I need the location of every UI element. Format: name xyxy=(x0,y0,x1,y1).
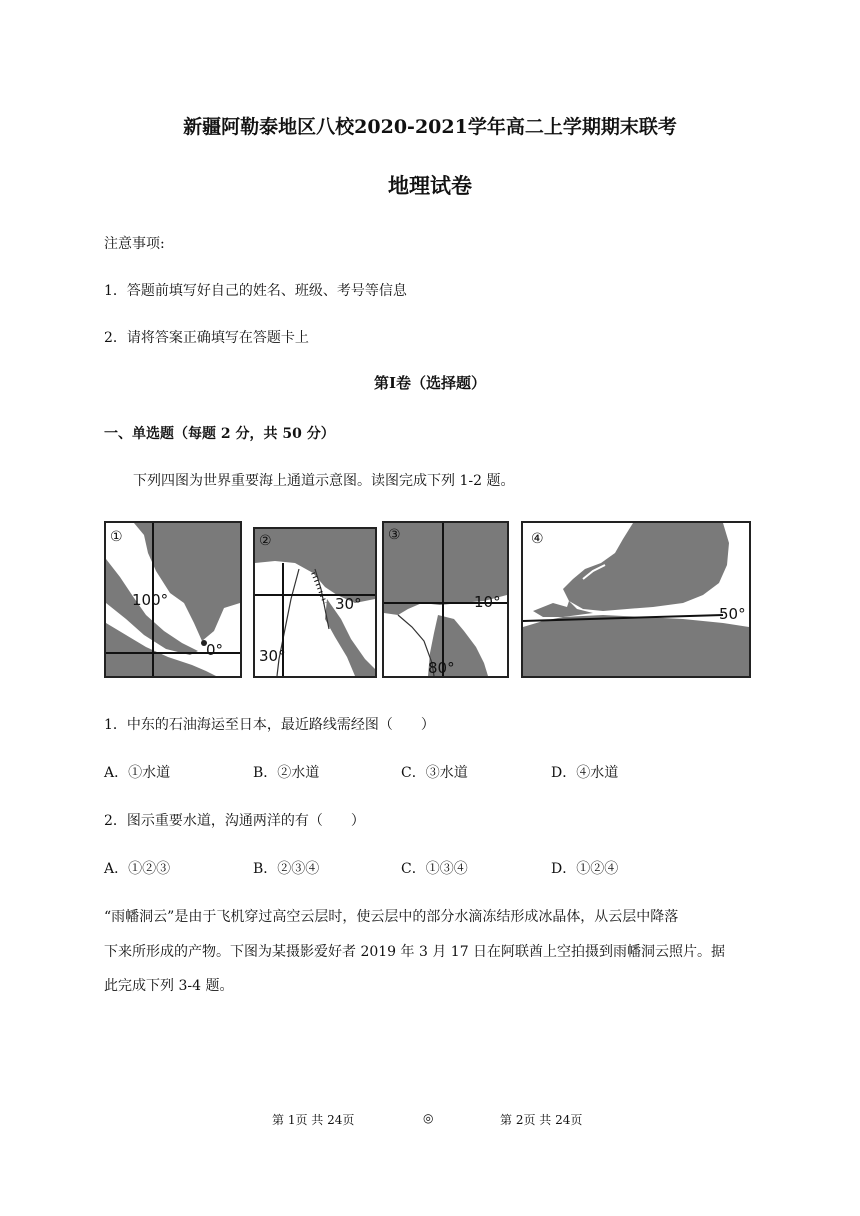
exam-subject: 地理试卷 xyxy=(388,173,472,198)
map-1-lon-label: 100° xyxy=(132,591,169,609)
section-title: 第Ⅰ卷（选择题） xyxy=(373,374,487,392)
question-1-option-a[interactable]: A．①水道 xyxy=(104,765,171,781)
footer-separator: ◎ xyxy=(423,1111,434,1125)
exam-title: 新疆阿勒泰地区八校2020-2021学年高二上学期期末联考 xyxy=(183,116,677,138)
question-1-option-b[interactable]: B．②水道 xyxy=(253,765,320,781)
question-1-stem: 1．中东的石油海运至日本，最近路线需经图（ ） xyxy=(104,717,435,733)
question-2-option-b[interactable]: B．②③④ xyxy=(253,861,320,877)
notice-item-1: 1．答题前填写好自己的姓名、班级、考号等信息 xyxy=(104,283,407,299)
strait-map-3 xyxy=(382,521,509,678)
passage-line-3: 此完成下列 3-4 题。 xyxy=(104,978,234,994)
map-3-lon-label: 80° xyxy=(428,659,455,676)
map-1-lat-label: 0° xyxy=(206,641,224,659)
passage-line-2: 下来所形成的产物。下图为某摄影爱好者 2019 年 3 月 17 日在阿联酋上空拍摄到雨幡洞云照片。据 xyxy=(104,944,726,960)
intro-text: 下列四图为世界重要海上通道示意图。读图完成下列 1-2 题。 xyxy=(133,473,515,489)
notice-heading: 注意事项: xyxy=(104,236,165,252)
footer-page-right: 第 2页 共 24页 xyxy=(500,1113,583,1127)
map-1-id: ① xyxy=(110,529,123,545)
notice-item-2: 2．请将答案正确填写在答题卡上 xyxy=(104,330,309,346)
strait-map-2 xyxy=(253,527,377,678)
map-2-lat-label: 30° xyxy=(335,595,362,613)
map-4-id: ④ xyxy=(531,531,544,547)
question-2-stem: 2．图示重要水道，沟通两洋的有（ ） xyxy=(104,813,365,829)
footer-page-left: 第 1页 共 24页 xyxy=(272,1113,355,1127)
part-title: 一、单选题（每题 2 分，共 50 分） xyxy=(104,426,335,442)
strait-map-1 xyxy=(104,521,242,678)
map-4-lat-label: 50° xyxy=(719,605,746,623)
question-2-option-c[interactable]: C．①③④ xyxy=(401,861,468,877)
map-2-lon-label: 30° xyxy=(259,647,286,665)
map-2-id: ② xyxy=(259,533,272,549)
map-3-id: ③ xyxy=(388,527,401,543)
question-1-option-d[interactable]: D．④水道 xyxy=(551,765,619,781)
question-2-option-d[interactable]: D．①②④ xyxy=(551,861,619,877)
map-3-lat-label: 10° xyxy=(474,593,501,611)
question-2-option-a[interactable]: A．①②③ xyxy=(104,861,171,877)
question-1-option-c[interactable]: C．③水道 xyxy=(401,765,468,781)
strait-map-4 xyxy=(521,521,751,678)
passage-line-1: “雨幡洞云”是由于飞机穿过高空云层时，使云层中的部分水滴冻结形成冰晶体，从云层中降落 xyxy=(104,909,679,925)
